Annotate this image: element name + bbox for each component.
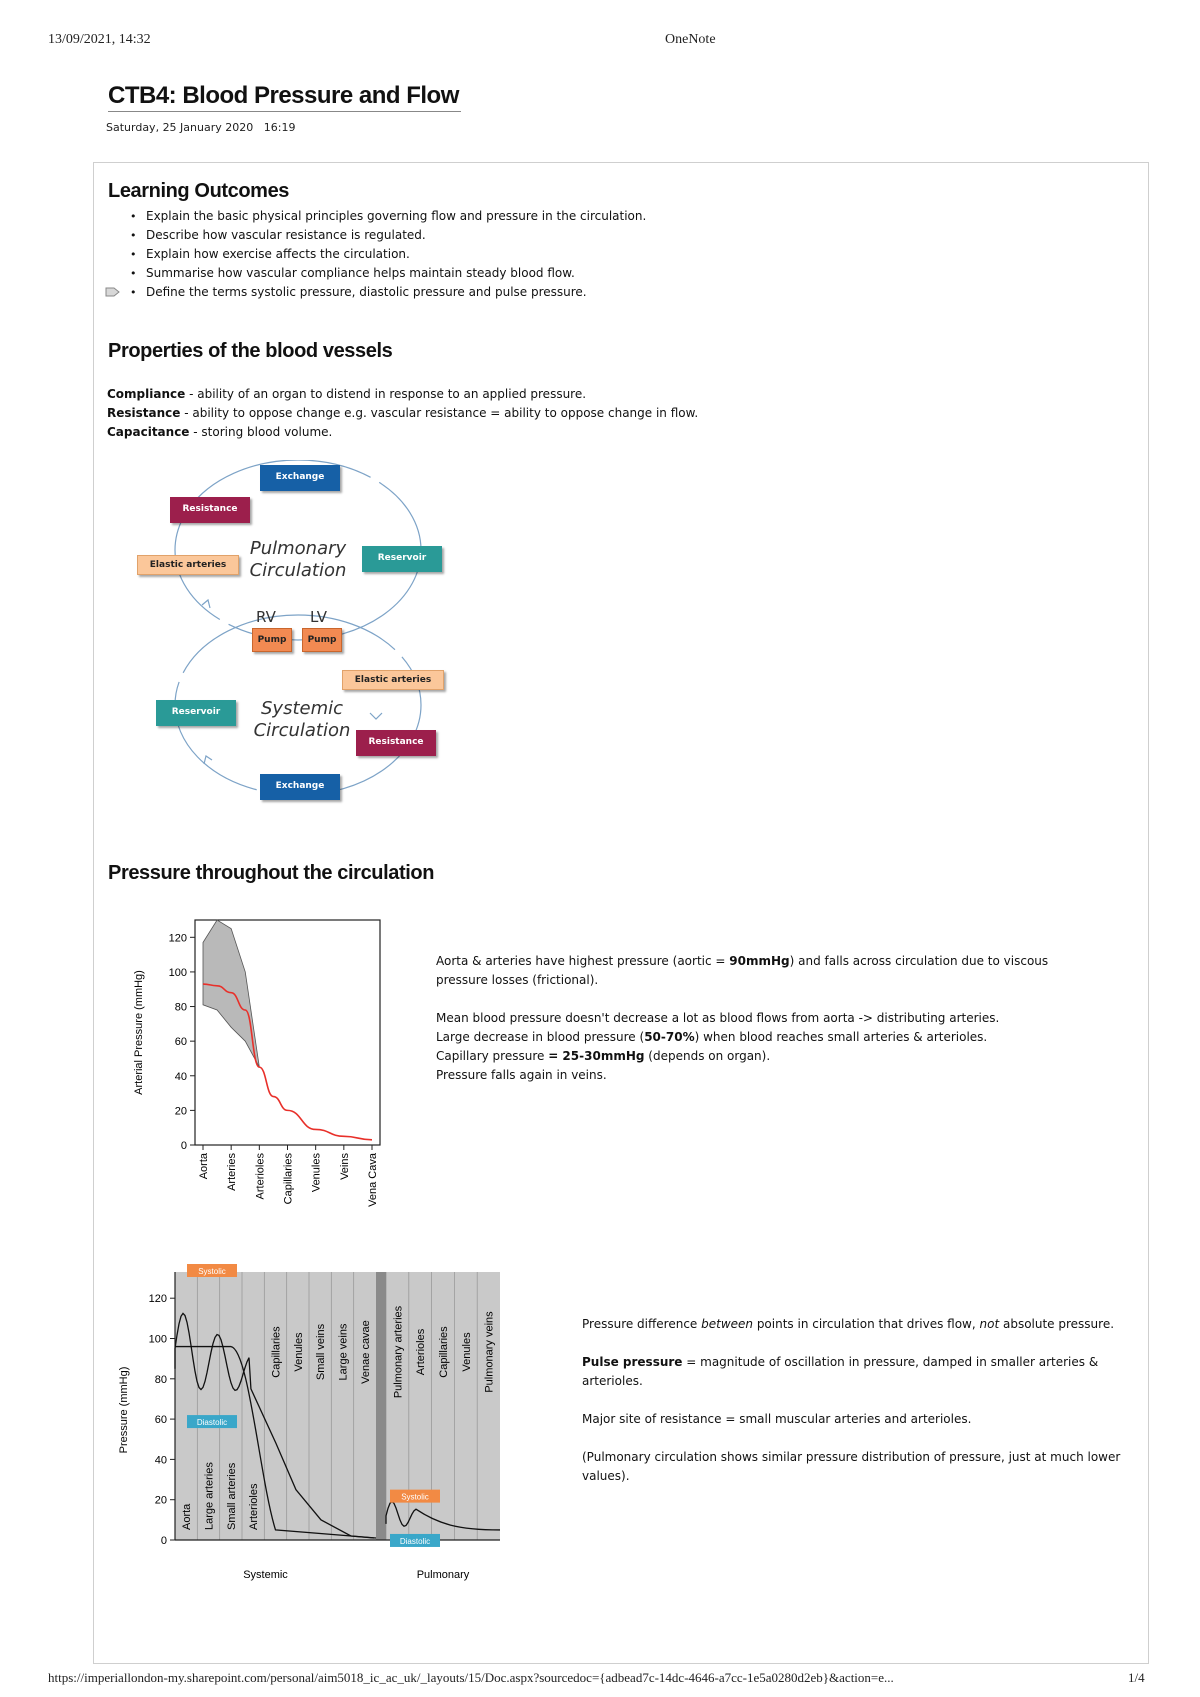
footer-url[interactable]: https://imperiallondon-my.sharepoint.com/personal/aim5018_ic_ac_uk/_layouts/15/Doc.aspx?sourcedoc={adbead7c-14dc-4646-a7cc-1e5a0280d2eb}&action=e... <box>48 1670 894 1685</box>
print-app-name: OneNote <box>665 32 716 47</box>
x-tick-label: Venules <box>310 1153 323 1193</box>
lv-label: LV <box>310 608 327 626</box>
note-bold: 50-70% <box>644 1030 695 1044</box>
x-category-label: Arterioles <box>248 1483 261 1530</box>
x-category-label: Large arteries <box>203 1462 216 1530</box>
title-underline <box>108 111 461 112</box>
x-category-label: Capillaries <box>270 1326 283 1378</box>
list-item: • Describe how vascular resistance is regulated. <box>122 226 1022 245</box>
note-para <box>436 952 1086 990</box>
pulmonary-label-line: Pulmonary <box>249 538 347 559</box>
arterial-pressure-chart <box>130 915 395 1235</box>
note-para <box>436 1066 1086 1085</box>
chart2-notes <box>582 1315 1137 1486</box>
y-tick-label: 100 <box>168 966 187 979</box>
definition-compliance <box>107 385 1007 404</box>
systemic-circulation-label <box>252 698 352 742</box>
systolic-pulmonary-tag-label: Systolic <box>401 1492 429 1502</box>
x-tick-label: Capillaries <box>282 1153 295 1205</box>
page-time-text: 16:19 <box>263 121 296 134</box>
note-text: Capillary pressure <box>436 1049 549 1063</box>
note-text: ) when blood reaches small arteries & arterioles. <box>694 1030 988 1044</box>
y-tick-label: 80 <box>174 1001 187 1014</box>
x-tick-label: Veins <box>338 1153 351 1180</box>
list-item: • Define the terms systolic pressure, diastolic pressure and pulse pressure. <box>122 283 1022 302</box>
note-bold: Pulse pressure <box>582 1355 683 1369</box>
chart-background <box>175 1272 500 1540</box>
note-para <box>436 1028 1086 1047</box>
term-resistance: Resistance <box>107 406 181 420</box>
learning-outcomes-heading: Learning Outcomes <box>108 180 290 202</box>
x-category-label: Pulmonary veins <box>483 1311 496 1393</box>
pulmonary-circulation-label <box>248 538 348 582</box>
x-tick-label: Arterioles <box>254 1153 267 1200</box>
term-compliance: Compliance <box>107 387 186 401</box>
note-para: Major site of resistance = small muscular arteries and arterioles. <box>582 1412 972 1426</box>
exchange-box-top: Exchange <box>260 465 340 491</box>
diastolic-pulmonary-tag-label: Diastolic <box>399 1536 431 1546</box>
note-text: ) and falls across circulation due to viscous pressure losses (frictional). <box>436 954 1049 987</box>
pump-box-right: Pump <box>302 628 342 652</box>
x-category-label: Large veins <box>337 1323 350 1381</box>
list-item: • Explain the basic physical principles governing flow and pressure in the circulation. <box>122 207 1022 226</box>
chart1-notes <box>436 952 1086 1085</box>
note-text: Pressure falls again in veins. <box>436 1068 607 1082</box>
resistance-box-top: Resistance <box>170 497 250 523</box>
systolic-tag-label: Systolic <box>198 1267 226 1276</box>
x-category-label: Arterioles <box>415 1328 428 1376</box>
note-text: Aorta & arteries have highest pressure (aortic = <box>436 954 730 968</box>
group-label-pulmonary: Pulmonary <box>416 1569 470 1581</box>
rv-label: RV <box>256 608 276 626</box>
pressure-heading: Pressure throughout the circulation <box>108 862 435 884</box>
arrow-flag-icon <box>105 286 121 298</box>
circulation-diagram <box>130 460 460 805</box>
note-para <box>436 1009 1086 1028</box>
y-tick-label: 60 <box>174 1036 187 1049</box>
systemic-label-line: Circulation <box>253 720 351 741</box>
x-category-label: Venae cavae <box>359 1320 372 1384</box>
note-bold: = 25-30mmHg <box>548 1049 645 1063</box>
page-date <box>106 121 295 134</box>
note-para <box>582 1353 1137 1391</box>
x-category-label: Small arteries <box>225 1462 238 1530</box>
x-category-label: Capillaries <box>438 1326 450 1378</box>
x-tick-label: Vena Cava <box>367 1153 379 1207</box>
definition-text: - ability to oppose change e.g. vascular resistance = ability to oppose change in flow. <box>180 406 699 420</box>
x-category-label: Pulmonary arteries <box>392 1305 405 1399</box>
y-axis-label: Arterial Pressure (mmHg) <box>133 970 145 1095</box>
y-tick-label: 120 <box>148 1293 167 1306</box>
note-text: (depends on organ). <box>644 1049 771 1063</box>
page-date-text: Saturday, 25 January 2020 <box>106 121 254 134</box>
diastolic-tag-label: Diastolic <box>196 1418 228 1428</box>
note-para <box>436 1047 1086 1066</box>
note-text: points in circulation that drives flow, <box>753 1317 980 1331</box>
pump-box-left: Pump <box>252 628 292 652</box>
reservoir-box-right: Reservoir <box>362 546 442 572</box>
elastic-arteries-box-left: Elastic arteries <box>137 555 239 575</box>
pressure-profile-chart <box>115 1262 555 1592</box>
group-label-systemic: Systemic <box>243 1569 288 1581</box>
y-axis-label: Pressure (mmHg) <box>118 1366 130 1454</box>
reservoir-box-left: Reservoir <box>156 700 236 726</box>
y-tick-label: 80 <box>154 1373 167 1386</box>
x-tick-label: Arteries <box>226 1153 239 1191</box>
note-para <box>582 1315 1137 1334</box>
resistance-box-bottom: Resistance <box>356 730 436 756</box>
y-tick-label: 20 <box>174 1105 187 1118</box>
systemic-pulmonary-divider <box>376 1272 386 1540</box>
learning-outcomes-list <box>122 207 1022 302</box>
x-category-label: Aorta <box>181 1503 194 1530</box>
definition-capacitance <box>107 423 1007 442</box>
note-text: absolute pressure. <box>999 1317 1115 1331</box>
page-title[interactable]: CTB4: Blood Pressure and Flow <box>108 82 459 109</box>
note-em: not <box>979 1317 1000 1331</box>
note-bold: 90mmHg <box>729 954 790 968</box>
list-item: • Explain how exercise affects the circulation. <box>122 245 1022 264</box>
y-tick-label: 40 <box>154 1454 167 1467</box>
y-tick-label: 120 <box>168 932 187 945</box>
x-category-label: Venules <box>292 1332 305 1372</box>
note-text: Large decrease in blood pressure ( <box>436 1030 645 1044</box>
term-capacitance: Capacitance <box>107 425 190 439</box>
properties-heading: Properties of the blood vessels <box>108 340 393 362</box>
exchange-box-bottom: Exchange <box>260 774 340 800</box>
y-tick-label: 40 <box>174 1070 187 1083</box>
x-category-label: Venules <box>460 1332 473 1372</box>
pulmonary-label-line: Circulation <box>249 560 347 581</box>
y-tick-label: 0 <box>180 1140 187 1152</box>
note-text: = magnitude of oscillation in pressure, damped in smaller arteries & arterioles. <box>582 1355 1099 1388</box>
note-text: Mean blood pressure doesn't decrease a lot as blood flows from aorta -> distributing arteries. <box>436 1011 1000 1025</box>
y-tick-label: 60 <box>154 1414 167 1427</box>
properties-definitions <box>107 385 1007 442</box>
footer-page-number: 1/4 <box>1128 1670 1145 1685</box>
definition-text: - storing blood volume. <box>189 425 333 439</box>
elastic-arteries-box-right: Elastic arteries <box>342 670 444 690</box>
x-category-label: Small veins <box>315 1323 328 1381</box>
note-em: between <box>701 1317 753 1331</box>
definition-text: - ability of an organ to distend in response to an applied pressure. <box>185 387 587 401</box>
definition-resistance <box>107 404 1007 423</box>
y-tick-label: 0 <box>160 1535 167 1547</box>
note-para: (Pulmonary circulation shows similar pressure distribution of pressure, just at much lower values). <box>582 1450 1121 1483</box>
list-item: • Summarise how vascular compliance helps maintain steady blood flow. <box>122 264 1022 283</box>
y-tick-label: 100 <box>148 1333 167 1346</box>
systemic-label-line: Systemic <box>260 698 344 719</box>
y-tick-label: 20 <box>154 1494 167 1507</box>
print-datetime: 13/09/2021, 14:32 <box>48 32 151 47</box>
note-text: Pressure difference <box>582 1317 702 1331</box>
x-tick-label: Aorta <box>198 1153 210 1180</box>
